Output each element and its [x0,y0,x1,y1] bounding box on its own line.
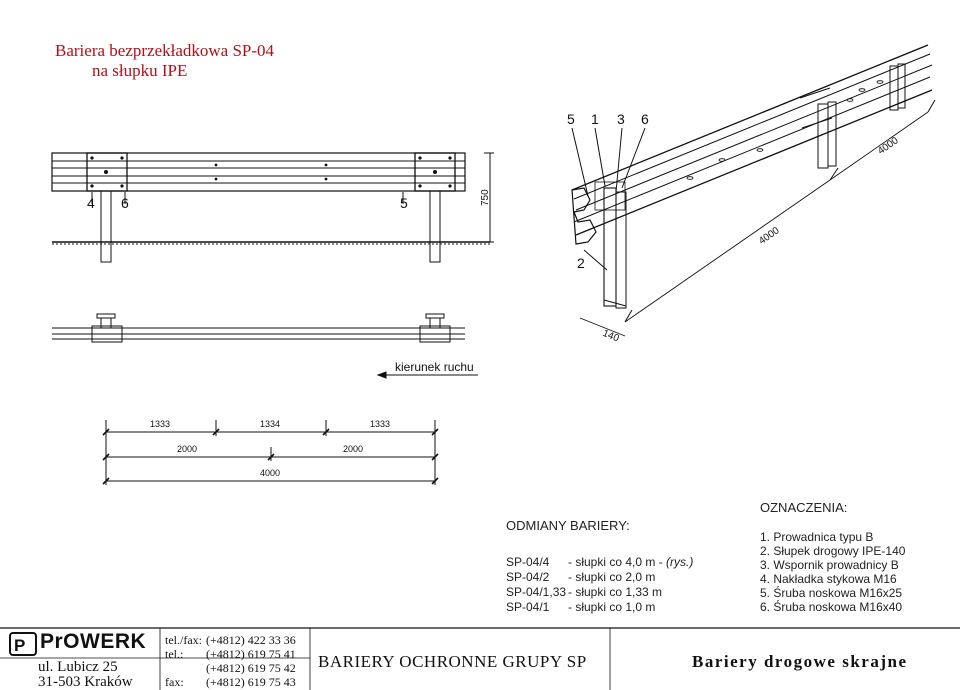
direction-label: kierunek ruchu [395,360,474,374]
contact-label: fax: [165,675,184,689]
perspective-view [572,45,935,336]
variant-desc: - słupki co 2,0 m [568,570,656,584]
group-title: BARIERY OCHRONNE GRUPY SP [318,652,587,671]
callout-1: 1 [591,111,599,127]
variant-code: SP-04/1,33 [506,585,567,599]
legend-item: 2. Słupek drogowy IPE-140 [760,544,906,558]
callout-6: 6 [641,111,649,127]
brand-logo-text: PrOWERK [40,630,147,653]
contact-value: (+4812) 619 75 42 [206,661,296,675]
dim-span-a: 4000 [757,225,782,248]
variant-desc: - słupki co 1,33 m [568,585,663,599]
callout-5-elevation: 5 [400,195,408,211]
callout-6-elevation: 6 [121,195,129,211]
legend-item: 4. Nakładka stykowa M16 [760,572,897,586]
dim-row3: 4000 [260,468,281,478]
dim-row2-a: 2000 [177,444,198,454]
dim-row1-a: 1333 [150,419,171,429]
variant-row [506,585,662,599]
variant-code: SP-04/4 [506,555,550,569]
contact-row [165,633,296,648]
variant-code: SP-04/1 [506,600,550,614]
dim-row2-b: 2000 [343,444,364,454]
variant-code: SP-04/2 [506,570,550,584]
callout-2: 2 [577,255,585,271]
variant-row [506,555,693,569]
callout-4: 4 [87,195,95,211]
category-title: Bariery drogowe skrajne [692,652,908,671]
title-line2: na słupku IPE [92,61,188,80]
contact-label: tel./fax: [165,633,202,647]
address-line1: ul. Lubicz 25 [38,659,118,675]
contact-row [165,661,296,676]
callout-3: 3 [617,111,625,127]
dim-row1-c: 1333 [370,419,391,429]
contact-value: (+4812) 619 75 41 [206,647,296,661]
contact-value: (+4812) 619 75 43 [206,675,296,689]
legend-item: 1. Prowadnica typu B [760,530,874,544]
variant-desc: - słupki co 1,0 m [568,600,656,614]
legend-item: 5. Śruba noskowa M16x25 [760,586,903,600]
variants-heading: ODMIANY BARIERY: [506,518,630,533]
dim-height-750: 750 [480,189,491,206]
variant-note: (rys.) [666,555,694,569]
contact-value: (+4812) 422 33 36 [206,633,296,647]
dim-row1-b: 1334 [260,419,281,429]
dim-post-width: 140 [600,328,621,345]
variant-row [506,600,655,614]
variant-row [506,570,655,584]
contact-row [165,675,296,690]
contact-row [165,647,296,662]
legend-heading: OZNACZENIA: [760,500,848,515]
legend-item: 3. Wspornik prowadnicy B [760,558,899,572]
svg-text:P: P [14,636,26,655]
address-line2: 31-503 Kraków [38,674,133,690]
contact-label: tel.: [165,647,184,661]
legend-item: 6. Śruba noskowa M16x40 [760,600,903,614]
title-line1: Bariera bezprzekładkowa SP-04 [55,41,275,60]
callout-5: 5 [567,111,575,127]
dim-span-b: 4000 [876,135,901,158]
variant-desc: - słupki co 4,0 m - [568,555,663,569]
elevation-view [52,153,494,262]
